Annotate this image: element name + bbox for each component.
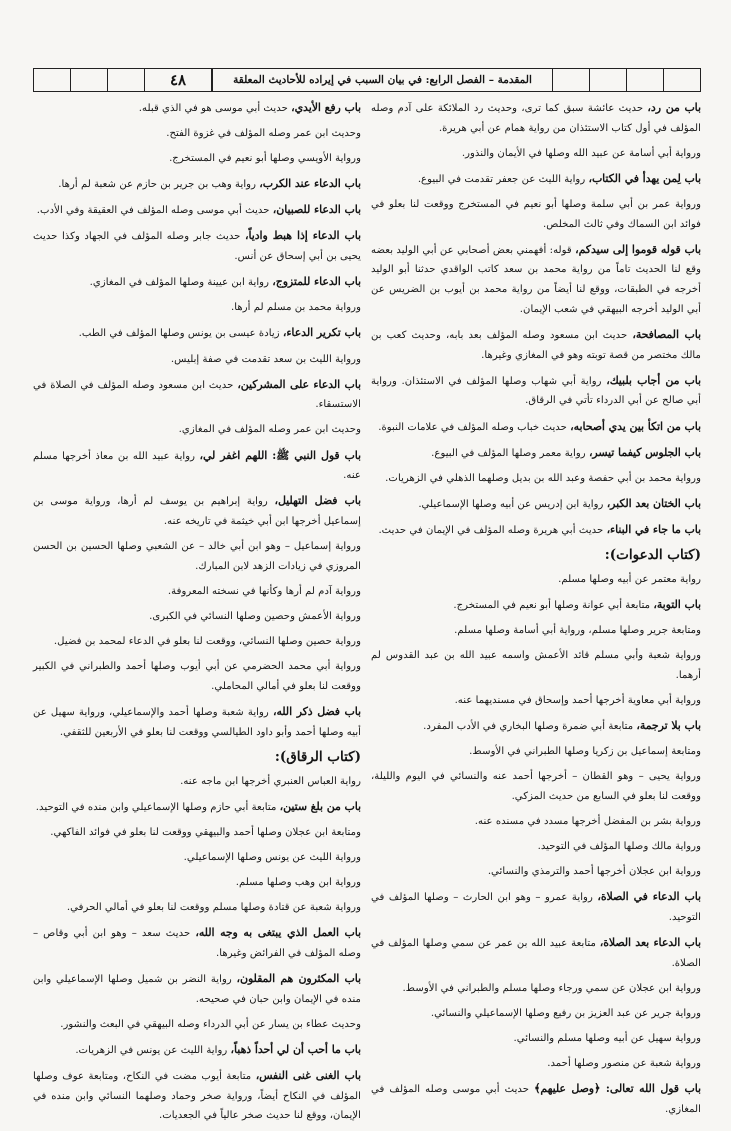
paragraph <box>371 691 701 711</box>
page-header <box>33 68 701 92</box>
left-column <box>33 98 361 1131</box>
paragraph <box>371 716 701 737</box>
paragraph <box>371 862 701 882</box>
chapter-heading: باب قول النبي ﷺ: اللهم اغفر لي، <box>199 448 361 462</box>
paragraph-text: رواية ابن إدريس عن أبيه وصلها الإسماعيلي. <box>418 498 607 510</box>
paragraph-text: ورواية ابن وهب وصلها مسلم. <box>235 876 361 888</box>
paragraph <box>371 837 701 857</box>
header-empty-cell <box>626 69 663 91</box>
paragraph <box>33 298 361 318</box>
paragraph <box>33 632 361 652</box>
paragraph-text: متابعة أبي حازم وصلها الإسماعيلي وابن منده في التوحيد. <box>35 801 280 813</box>
paragraph-text: ورواية الليث عن يونس وصلها الإسماعيلي. <box>183 851 361 863</box>
chapter-heading: باب الدعاء للمتزوج، <box>272 275 361 289</box>
paragraph <box>371 1054 701 1074</box>
paragraph <box>33 873 361 893</box>
chapter-heading: باب فضل ذكر الله، <box>272 705 361 718</box>
paragraph <box>371 887 701 927</box>
section-heading <box>371 546 701 566</box>
paragraph <box>33 124 361 144</box>
paragraph <box>371 144 701 164</box>
chapter-heading: باب الختان بعد الكبر، <box>606 496 701 510</box>
page-number: ٤٨ <box>144 69 212 91</box>
paragraph-text: متابعة أيوب مضت في النكاح، ومتابعة عوف وصلها المؤلف في النكاح أيضاً، ورواية صخر وحماد وصلهما النسائي وابن منده في الإيمان، ووقع لنا حديث صخر عالياً في الجعديات. <box>33 1070 361 1122</box>
header-empty-cell <box>34 69 70 91</box>
paragraph <box>371 469 701 489</box>
chapter-heading: باب بلا ترجمة، <box>636 718 701 732</box>
paragraph-text: ورواية الليث بن سعد تقدمت في صفة إبليس. <box>170 353 361 365</box>
chapter-heading: باب الدعاء إذا هبط وادياً، <box>244 229 362 243</box>
section-title: (كتاب الرقاق): <box>274 748 361 765</box>
paragraph <box>33 200 361 221</box>
paragraph <box>33 582 361 602</box>
paragraph <box>371 371 701 411</box>
paragraph-text: رواية أبي شهاب وصلها المؤلف في الاستئذان. ورواية أبي صالح عن أبي الدرداء تأتي في الرقاق. <box>371 375 701 407</box>
paragraph-text: رواية العباس العنبري أخرجها ابن ماجه عنه. <box>180 775 361 787</box>
paragraph-text: رواية الليث عن جعفر تقدمت في البيوع. <box>417 173 589 185</box>
paragraph <box>33 149 361 169</box>
paragraph-text: رواية شعبة وصلها أحمد والإسماعيلي، ورواية سهيل عن أبيه وصلها أحمد وأبو داود الطيالسي ووقعت لنا بعلو في الأربعين للثقفي. <box>33 707 361 738</box>
paragraph-text: ورواية شعبة عن منصور وصلها أحمد. <box>547 1058 701 1070</box>
paragraph-text: وحديث ابن عمر وصله المؤلف في غزوة الفتح. <box>166 128 361 140</box>
chapter-heading: باب العمل الذي يبتغى به وجه الله، <box>195 926 361 940</box>
paragraph-text: ورواية محمد بن أبي حفصة وعبد الله بن بديل وصلهما الذهلي في الزهريات. <box>385 472 701 484</box>
paragraph <box>33 174 361 195</box>
chapter-heading: باب تكرير الدعاء، <box>282 326 361 340</box>
paragraph <box>371 169 701 190</box>
paragraph <box>371 1079 701 1119</box>
header-empty-cell <box>589 69 626 91</box>
paragraph <box>33 350 361 370</box>
paragraph <box>33 702 361 742</box>
paragraph-text: رواية النضر بن شميل وصلها الإسماعيلي وابن منده في الإيمان وابن حبان في صحيحه. <box>33 973 361 1005</box>
chapter-heading: باب من رد، <box>647 101 701 114</box>
paragraph <box>33 1066 361 1126</box>
paragraph-text: ورواية سهيل عن أبيه وصلها مسلم والنسائي. <box>513 1032 701 1044</box>
paragraph <box>371 494 701 515</box>
chapter-heading: باب الدعاء عند الكرب، <box>259 177 361 191</box>
paragraph <box>371 417 701 438</box>
paragraph <box>33 98 361 119</box>
paragraph-text: ورواية أبي محمد الحضرمي عن أبي أيوب وصلها أحمد والطبراني في الكبير ووقعت لنا بعلو في أمالي المحاملي. <box>33 661 361 692</box>
paragraph <box>371 98 701 138</box>
chapter-heading: باب من اتكأ بين يدي أصحابه، <box>570 419 701 433</box>
paragraph <box>371 767 701 806</box>
paragraph <box>33 823 361 843</box>
paragraph <box>371 979 701 999</box>
chapter-heading: باب الدعاء للصبيان، <box>272 203 361 217</box>
chapter-heading: باب من بلغ ستين، <box>279 799 361 813</box>
paragraph <box>371 742 701 762</box>
paragraph <box>371 325 701 365</box>
paragraph-text: ورواية أبي أسامة عن عبيد الله وصلها في الأيمان والنذور. <box>461 147 701 159</box>
paragraph <box>33 420 361 440</box>
paragraph-text: ورواية بشر بن المفضل أخرجها مسدد في مسنده عنه. <box>474 815 701 827</box>
paragraph <box>371 240 701 320</box>
paragraph-text: ورواية الأعمش وحصين وصلها النسائي في الكبرى. <box>149 611 361 623</box>
chapter-heading: باب فضل التهليل، <box>274 494 361 508</box>
paragraph-text: رواية الليث عن يونس في الزهريات. <box>75 1044 231 1056</box>
chapter-heading: باب الدعاء بعد الصلاة، <box>599 935 701 949</box>
paragraph <box>371 520 701 541</box>
paragraph <box>371 621 701 641</box>
paragraph <box>33 226 361 266</box>
paragraph-text: حديث ابن مسعود وصله المؤلف في الصلاة في الاستسقاء. <box>33 379 361 411</box>
paragraph-text: وحديث ابن عمر وصله المؤلف في المغازي. <box>178 424 361 436</box>
chapter-heading: باب قوله قوموا إلى سيدكم، <box>575 242 702 256</box>
paragraph-text: رواية معمر وصلها المؤلف في البيوع. <box>431 447 589 459</box>
paragraph-text: ومتابعة ابن عجلان وصلها أحمد والبيهقي ووقعت لنا بعلو في فوائد الفاكهي. <box>50 826 361 838</box>
paragraph <box>33 272 361 293</box>
paragraph-text: ورواية أبي معاوية أخرجها أحمد وإسحاق في مسنديهما عنه. <box>454 694 701 706</box>
paragraph-text: ومتابعة إسماعيل بن زكريا وصلها الطبراني في الأوسط. <box>469 746 701 758</box>
chapter-heading: باب ما أحب أن لي أحداً ذهباً، <box>230 1042 361 1056</box>
chapter-heading: باب قول الله تعالى: ﴿وصل عليهم﴾ <box>534 1082 701 1096</box>
paragraph <box>371 646 701 685</box>
paragraph-text: ورواية جرير عن عبد العزيز بن رفيع وصلها الإسماعيلي والنسائي. <box>430 1007 701 1019</box>
chapter-heading: باب الغنى غنى النفس، <box>255 1068 361 1082</box>
paragraph <box>33 491 361 531</box>
section-heading <box>33 748 361 768</box>
paragraph-text: رواية عبيد الله بن معاذ أخرجها مسلم عنه. <box>33 450 361 482</box>
paragraph-text: حديث أبي موسى وصله المؤلف في العقيقة وفي الأدب. <box>36 205 273 217</box>
paragraph <box>33 1040 361 1061</box>
paragraph-text: ورواية عمر بن أبي سلمة وصلها أبو نعيم في المستخرج ووقعت لنا بعلو في فوائد ابن السماك وفي ثالث المخلص. <box>371 198 701 230</box>
paragraph <box>371 1004 701 1024</box>
paragraph-text: ورواية آدم لم أرها وكأنها في نسخته المعروفة. <box>167 585 361 597</box>
paragraph-text: رواية ابن عيينة وصلها المؤلف في المغازي. <box>89 277 273 289</box>
chapter-heading: باب لِمن يهدأ في الكتاب، <box>588 171 701 185</box>
right-column <box>371 98 701 1125</box>
section-title: (كتاب الدعوات): <box>604 547 701 564</box>
paragraph-text: ورواية ابن عجلان أخرجها أحمد والترمذي والنسائي. <box>487 866 701 878</box>
paragraph <box>33 772 361 792</box>
chapter-heading: باب التوبة، <box>653 597 701 611</box>
paragraph-text: حديث عائشة سبق كما ترى، وحديث رد الملائكة على آدم وصله المؤلف في أول كتاب الاستئذان من رواية همام عن أبي هريرة. <box>371 103 701 134</box>
paragraph-text: حديث خباب وصله المؤلف في علامات النبوة. <box>378 421 571 433</box>
paragraph-text: حديث جابر وصله المؤلف في الجهاد وكذا حديث يحيى بن أبي إسحاق عن أنس. <box>33 231 361 263</box>
paragraph <box>33 969 361 1009</box>
chapter-heading: باب المصافحة، <box>632 327 701 341</box>
paragraph-text: زيادة عيسى بن يونس وصلها المؤلف في الطب. <box>78 328 283 340</box>
paragraph-text: ورواية شعبة وأبي مسلم قائد الأعمش واسمه عبيد الله بن عبد القدوس لم أرهما. <box>371 650 701 681</box>
chapter-heading: باب رفع الأيدي، <box>291 101 361 114</box>
paragraph-text: ورواية محمد بن مسلم لم أرها. <box>231 302 361 314</box>
paragraph-text: رواية إبراهيم بن يوسف لم أرها، ورواية موسى بن إسماعيل أخرجها ابن أبي خيثمة في تاريخه عنه. <box>33 496 361 528</box>
paragraph <box>371 195 701 234</box>
chapter-heading: باب الدعاء على المشركين، <box>237 377 361 391</box>
paragraph <box>33 797 361 818</box>
header-empty-cell <box>663 69 700 91</box>
paragraph <box>33 323 361 344</box>
paragraph <box>33 657 361 696</box>
paragraph <box>33 1015 361 1035</box>
paragraph-text: رواية معتمر عن أبيه وصلها مسلم. <box>558 573 701 585</box>
paragraph-text: متابعة أبي ضمرة وصلها البخاري في الأدب المفرد. <box>423 720 637 732</box>
paragraph-text: ومتابعة جرير وصلها مسلم، ورواية أبي أسامة وصلها مسلم. <box>454 624 701 636</box>
paragraph-text: ورواية الأويسي وصلها أبو نعيم في المستخرج. <box>169 153 361 165</box>
chapter-heading: باب المكثرون هم المقلون، <box>236 971 361 985</box>
paragraph-text: رواية عمرو – وهو ابن الحارث – وصلها المؤلف في التوحيد. <box>371 892 701 923</box>
paragraph <box>33 848 361 868</box>
paragraph-text: متابعة عبيد الله بن عمر عن سمي وصلها المؤلف في الصلاة. <box>371 937 701 969</box>
paragraph <box>33 446 361 486</box>
running-title: المقدمة – الفصل الرابع: في بيان السبب في إيراده للأحاديث المعلقة <box>212 69 552 91</box>
paragraph <box>33 375 361 415</box>
header-empty-cell <box>552 69 589 91</box>
paragraph <box>33 923 361 963</box>
header-empty-cell <box>70 69 107 91</box>
paragraph <box>371 812 701 832</box>
chapter-heading: باب الجلوس كيفما تيسر، <box>588 445 701 459</box>
paragraph-text: ورواية يحيى – وهو القطان – أخرجها أحمد عنه والنسائي في اليوم والليلة، ووقعت لنا بعلو في السابع من حديث المزكي. <box>371 771 701 802</box>
paragraph-text: ورواية ابن عجلان عن سمي ورجاء وصلها مسلم والطبراني في الأوسط. <box>402 982 701 994</box>
paragraph <box>33 537 361 576</box>
chapter-heading: باب الدعاء في الصلاة، <box>597 890 701 904</box>
paragraph-text: متابعة أبي عوانة وصلها أبو نعيم في المستخرج. <box>453 599 654 611</box>
paragraph-text: رواية وهب بن جرير بن حازم عن شعبة لم أرها. <box>58 179 260 191</box>
paragraph-text: ورواية شعبة عن قتادة وصلها مسلم ووقعت لنا بعلو في أمالي الحرفي. <box>66 901 361 913</box>
paragraph-text: حديث أبي موسى هو في الذي قبله. <box>138 103 292 114</box>
chapter-heading: باب ما جاء في البناء، <box>606 522 701 536</box>
paragraph <box>33 898 361 918</box>
paragraph-text: حديث سعد – وهو ابن أبي وقاص – وصله المؤلف في الفرائض وغيرها. <box>33 928 361 959</box>
paragraph <box>371 443 701 464</box>
paragraph-text: حديث أبي موسى وصله المؤلف في المغازي. <box>371 1084 701 1115</box>
paragraph-text: وحديث عطاء بن يسار عن أبي الدرداء وصله البيهقي في البعث والنشور. <box>60 1018 361 1030</box>
paragraph <box>371 933 701 973</box>
paragraph <box>371 595 701 616</box>
paragraph-text: ورواية مالك وصلها المؤلف في التوحيد. <box>537 841 701 852</box>
paragraph-text: حديث ابن مسعود وصله المؤلف بعد بابه، وحديث كعب بن مالك مختصر من قصة توبته وهو في المغازي وغيرها. <box>371 329 701 361</box>
paragraph-text: ورواية إسماعيل – وهو ابن أبي خالد – عن الشعبي وصلها الحسين بن الحسن المروزي في زيادات الزهد لابن المبارك. <box>33 541 361 572</box>
header-empty-cell <box>107 69 144 91</box>
paragraph <box>371 1029 701 1049</box>
paragraph <box>33 607 361 627</box>
paragraph-text: ورواية حصين وصلها النسائي، ووقعت لنا بعلو في الدعاء لمحمد بن فضيل. <box>53 636 361 648</box>
paragraph-text: حديث أبي هريرة وصله المؤلف في الإيمان في حديث. <box>378 524 607 536</box>
paragraph <box>371 570 701 590</box>
chapter-heading: باب من أجاب بلبيك، <box>606 373 702 387</box>
paragraph-text: قوله: أفهمني بعض أصحابي عن أبي الوليد بعضه وقع لنا الحديث تاماً من رواية محمد بن سعد كاتب الواقدي حدثنا أبو الوليد أخرجه في الطبقات، ووقع لنا أيضاً من رواية محمد بن أيوب بن الضريس عن أبي الوليد أخرجه البيهقي في شعب الإيمان. <box>371 244 701 315</box>
